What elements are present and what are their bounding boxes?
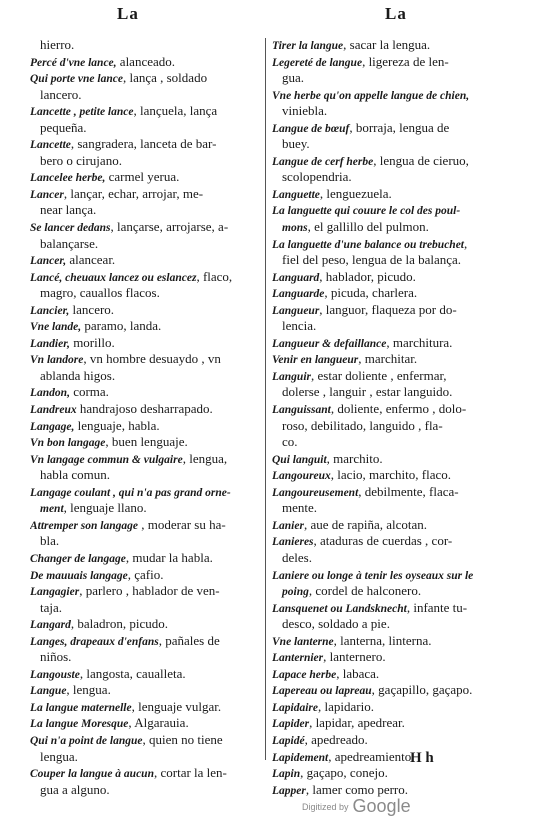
entry-line [272, 401, 494, 418]
french-headword: Lancier, [30, 304, 70, 317]
french-headword: Lapper [272, 784, 306, 797]
spanish-gloss: lencia. [282, 318, 317, 334]
entry-line [30, 765, 262, 782]
french-headword: Vn langage commun & vulgaire [30, 453, 183, 466]
signature-mark: H h [410, 750, 434, 766]
spanish-gloss: fiel del peso, lengua de la balança. [282, 252, 462, 268]
spanish-gloss: morillo. [69, 334, 115, 350]
entry-line [30, 120, 262, 137]
french-headword: Langage coulant , qui n'a pas grand orne- [30, 486, 231, 499]
french-headword: Langagier [30, 586, 80, 599]
french-headword: Lapace herbe [272, 668, 337, 681]
spanish-gloss: , lançar, echar, arrojar, me- [63, 185, 204, 201]
entry-line [30, 37, 262, 54]
french-headword: Lanternier [272, 652, 324, 665]
entry-line [30, 418, 262, 435]
entry-line [272, 583, 494, 600]
spanish-gloss: , lengua de cieruo, [373, 152, 469, 168]
entry-line [30, 782, 262, 799]
spanish-gloss: , labaca. [336, 665, 380, 681]
entry-line [30, 633, 262, 650]
entry-line [272, 37, 494, 54]
french-headword: Lancer [30, 188, 64, 201]
entry-line [272, 517, 494, 534]
french-headword: Attremper son langage [30, 519, 138, 532]
spanish-gloss: alanceado. [116, 53, 176, 69]
entry-line [30, 749, 262, 766]
french-headword: Vne herbe qu'on appelle langue de chien, [272, 89, 470, 102]
spanish-gloss: handrajoso desharrapado. [76, 401, 213, 417]
entry-line [30, 103, 262, 120]
entry-line [272, 384, 494, 401]
french-headword: Percé d'vne lance, [30, 56, 117, 69]
french-headword: Se lancer dedans [30, 222, 111, 235]
spanish-gloss: niños. [40, 649, 72, 665]
french-headword: Lapidement [272, 751, 329, 764]
entry-line [30, 202, 262, 219]
french-headword: Langue [30, 685, 67, 698]
french-headword: mons [282, 222, 308, 235]
entry-line [272, 616, 494, 633]
entry-line [272, 302, 494, 319]
entry-line [272, 153, 494, 170]
spanish-gloss: , lançuela, lança [133, 103, 218, 119]
spanish-gloss: , ligereza de len- [362, 53, 449, 69]
spanish-gloss: corma. [69, 384, 109, 400]
spanish-gloss: , aue de rapiña, alcotan. [303, 516, 428, 532]
entry-line [272, 136, 494, 153]
spanish-gloss: mente. [282, 500, 318, 516]
entry-line [30, 616, 262, 633]
right-running-head: La [385, 4, 407, 23]
spanish-gloss: alancear. [66, 252, 116, 268]
spanish-gloss: , moderar su ha- [137, 516, 226, 532]
entry-line [272, 732, 494, 749]
entry-line [272, 749, 494, 766]
entry-line [272, 252, 494, 269]
entry-line [30, 583, 262, 600]
spanish-gloss: , buen lenguaje. [105, 434, 188, 450]
spanish-gloss: , lengua, [182, 450, 228, 466]
french-headword: Langueur [272, 304, 320, 317]
french-headword: Couper la langue à aucun [30, 768, 154, 781]
entry-line [30, 252, 262, 269]
entry-line [272, 567, 494, 584]
french-headword: Lapin [272, 768, 301, 781]
left-running-head: La [117, 4, 139, 23]
spanish-gloss: co. [282, 434, 298, 450]
spanish-gloss: , sangradera, lanceta de bar- [70, 136, 217, 152]
left-entries [30, 37, 262, 798]
spanish-gloss: , apedreado. [304, 731, 368, 747]
french-headword: Langueur & defaillance [272, 337, 387, 350]
entry-line [30, 666, 262, 683]
french-headword: La languette d'une balance ou trebuchet [272, 238, 464, 251]
spanish-gloss: , infante tu- [406, 599, 468, 615]
entry-line [30, 384, 262, 401]
digitization-watermark [302, 796, 411, 817]
spanish-gloss: gua. [282, 70, 305, 86]
spanish-gloss: , borraja, lengua de [349, 119, 450, 135]
entry-line [30, 136, 262, 153]
entry-line [30, 550, 262, 567]
entry-line [30, 715, 262, 732]
french-headword: Lansquenet ou Landsknecht [272, 602, 407, 615]
spanish-gloss: deles. [282, 549, 312, 565]
french-headword: Languissant [272, 404, 331, 417]
entry-line [30, 54, 262, 71]
entry-line [272, 666, 494, 683]
entry-line [272, 103, 494, 120]
french-headword: poing [282, 586, 309, 599]
french-headword: Languette [272, 188, 320, 201]
spanish-gloss: carmel yerua. [105, 169, 180, 185]
entry-line [272, 451, 494, 468]
french-headword: Lancelee herbe, [30, 172, 106, 185]
entry-line [272, 219, 494, 236]
entry-line [30, 500, 262, 517]
entry-line [30, 467, 262, 484]
spanish-gloss: , lenguaje vulgar. [131, 698, 222, 714]
spanish-gloss: , lançarse, arrojarse, a- [110, 219, 229, 235]
spanish-gloss: , marchitura. [386, 334, 453, 350]
entry-line [272, 418, 494, 435]
spanish-gloss: , [464, 235, 468, 251]
french-headword: Langoureux [272, 470, 331, 483]
french-headword: La langue maternelle [30, 701, 132, 714]
entry-line [30, 153, 262, 170]
french-headword: Lancette , petite lance [30, 106, 134, 119]
spanish-gloss: , doliente, enfermo , dolo- [330, 401, 467, 417]
entry-line [30, 368, 262, 385]
french-headword: Languir [272, 370, 311, 383]
spanish-gloss: , cortar la len- [153, 765, 227, 781]
spanish-gloss: viniebla. [282, 103, 328, 119]
spanish-gloss: , marchitar. [358, 351, 418, 367]
french-headword: Landreux [30, 404, 77, 417]
french-headword: Tirer la langue [272, 40, 344, 52]
spanish-gloss: , lapidar, apedrear. [309, 715, 405, 731]
entry-line [272, 285, 494, 302]
spanish-gloss: ablanda higos. [40, 367, 116, 383]
french-headword: Vne lanterne [272, 635, 334, 648]
french-headword: Langue de cerf herbe [272, 155, 374, 168]
french-headword: Vn bon langage [30, 437, 106, 450]
entry-line [272, 70, 494, 87]
entry-line [30, 699, 262, 716]
spanish-gloss: balançarse. [40, 235, 99, 251]
spanish-gloss: , langosta, caualleta. [79, 665, 186, 681]
french-headword: Changer de langage [30, 552, 126, 565]
spanish-gloss: , apedreamiento. [328, 748, 415, 764]
entry-line [272, 236, 494, 253]
french-headword: De mauuais langage [30, 569, 128, 582]
french-headword: Languard [272, 271, 320, 284]
french-headword: La languette qui couure le col des poul- [272, 205, 461, 218]
spanish-gloss: , lanternero. [323, 649, 386, 665]
entry-line [30, 335, 262, 352]
french-headword: Venir en langueur [272, 354, 359, 367]
entry-line [30, 649, 262, 666]
entry-line [30, 682, 262, 699]
entry-line [272, 318, 494, 335]
french-headword: Laniere ou longe à tenir les oyseaux sur le [272, 569, 474, 582]
french-headword: Lancé, cheuaux lancez ou eslancez [30, 271, 197, 284]
entry-line [272, 120, 494, 137]
entry-line [30, 401, 262, 418]
french-headword: Landier, [30, 337, 70, 350]
spanish-gloss: , parlero , hablador de ven- [79, 583, 220, 599]
french-headword: Lapider [272, 718, 310, 731]
spanish-gloss: , sacar la lengua. [343, 37, 431, 52]
spanish-gloss: bla. [40, 533, 60, 549]
french-headword: Lapereau ou lapreau [272, 685, 372, 698]
french-headword: Lapidaire [272, 701, 318, 714]
spanish-gloss: pequeña. [40, 119, 87, 135]
french-headword: Lancer, [30, 255, 67, 268]
french-headword: Languarde [272, 288, 325, 301]
french-headword: Langoureusement [272, 486, 359, 499]
spanish-gloss: , çafio. [127, 566, 164, 582]
spanish-gloss: , hablador, picudo. [319, 268, 416, 284]
entry-line [272, 682, 494, 699]
watermark-brand: Google [352, 796, 411, 816]
spanish-gloss: buey. [282, 136, 310, 152]
french-headword: Qui languit [272, 453, 327, 466]
spanish-gloss: bero o cirujano. [40, 152, 122, 168]
entry-line [272, 533, 494, 550]
entry-line [272, 715, 494, 732]
entry-line [30, 87, 262, 104]
french-headword: Langes, drapeaux d'enfans [30, 635, 159, 648]
spanish-gloss: paramo, landa. [81, 318, 162, 334]
entry-line [30, 484, 262, 501]
spanish-gloss: , mudar la habla. [125, 549, 213, 565]
entry-line [272, 186, 494, 203]
entry-line [30, 434, 262, 451]
entry-line [30, 236, 262, 253]
entry-line [30, 451, 262, 468]
spanish-gloss: , languor, flaqueza por do- [319, 301, 457, 317]
french-headword: Langouste [30, 668, 80, 681]
column-divider [265, 38, 266, 760]
entry-line [272, 600, 494, 617]
spanish-gloss: , lenguaje llano. [63, 500, 147, 516]
entry-line [30, 269, 262, 286]
french-headword: Lapidé [272, 734, 305, 747]
entry-line [272, 550, 494, 567]
spanish-gloss: , vn hombre desuaydo , vn [83, 351, 221, 367]
spanish-gloss: desco, soldado a pie. [282, 616, 390, 632]
spanish-gloss: habla comun. [40, 467, 111, 483]
french-headword: Qui n'a point de langue [30, 734, 143, 747]
french-headword: Lanieres [272, 536, 314, 549]
spanish-gloss: , lengua. [66, 682, 111, 698]
entry-line [30, 169, 262, 186]
french-headword: Legereté de langue [272, 56, 363, 69]
french-headword: ment [40, 503, 64, 516]
entry-line [30, 533, 262, 550]
french-headword: Lancette [30, 139, 71, 152]
spanish-gloss: , pañales de [158, 632, 220, 648]
entry-line [30, 732, 262, 749]
spanish-gloss: , lamer como perro. [305, 781, 409, 797]
entry-line [272, 335, 494, 352]
spanish-gloss: lengua. [40, 748, 78, 764]
spanish-gloss: , marchito. [326, 450, 383, 466]
entry-line [272, 202, 494, 219]
entry-line [272, 368, 494, 385]
entry-line [30, 318, 262, 335]
spanish-gloss: , lenguezuela. [319, 185, 392, 201]
entry-line [272, 269, 494, 286]
spanish-gloss: , baladron, picudo. [70, 616, 169, 632]
spanish-gloss: , gaçapillo, gaçapo. [371, 682, 473, 698]
entry-line [30, 517, 262, 534]
spanish-gloss: , lacio, marchito, flaco. [330, 467, 451, 483]
french-headword: Lanier [272, 519, 304, 532]
entry-line [30, 351, 262, 368]
entry-line [30, 70, 262, 87]
spanish-gloss: , lança , soldado [122, 70, 208, 86]
french-headword: Langage, [30, 420, 75, 433]
french-headword: Langard [30, 619, 71, 632]
spanish-gloss: dolerse , languir , estar languido. [282, 384, 453, 400]
entry-line [272, 765, 494, 782]
entry-line [272, 633, 494, 650]
entry-line [30, 567, 262, 584]
french-headword: Qui porte vne lance [30, 73, 123, 86]
spanish-gloss: hierro. [40, 37, 75, 52]
spanish-gloss: , picuda, charlera. [324, 285, 418, 301]
french-headword: Vne lande, [30, 321, 82, 334]
french-headword: Landon, [30, 387, 70, 400]
french-headword: La langue Moresque [30, 718, 129, 731]
entry-line [272, 169, 494, 186]
spanish-gloss: taja. [40, 599, 63, 615]
spanish-gloss: , ataduras de cuerdas , cor- [313, 533, 453, 549]
entry-line [272, 351, 494, 368]
entry-line [272, 467, 494, 484]
spanish-gloss: , flaco, [196, 268, 233, 284]
entry-line [272, 500, 494, 517]
watermark-prefix: Digitized by [302, 802, 349, 813]
entry-line [30, 302, 262, 319]
french-headword: Vn landore [30, 354, 84, 367]
entry-line [272, 699, 494, 716]
spanish-gloss: near lança. [40, 202, 97, 218]
entry-line [272, 434, 494, 451]
spanish-gloss: , cordel de halconero. [308, 583, 422, 599]
spanish-gloss: lancero. [69, 301, 115, 317]
spanish-gloss: lenguaje, habla. [74, 417, 160, 433]
spanish-gloss: , lanterna, linterna. [333, 632, 432, 648]
french-headword: Langue de bœuf [272, 122, 350, 135]
entry-line [272, 54, 494, 71]
spanish-gloss: , quien no tiene [142, 731, 223, 747]
spanish-gloss: , lapidario. [318, 698, 374, 714]
entry-line [272, 484, 494, 501]
spanish-gloss: scolopendria. [282, 169, 352, 185]
spanish-gloss: lancero. [40, 86, 82, 102]
spanish-gloss: , el gallillo del pulmon. [307, 219, 429, 235]
right-entries [272, 37, 494, 798]
spanish-gloss: , Algarauia. [128, 715, 189, 731]
entry-line [30, 219, 262, 236]
spanish-gloss: magro, cauallos flacos. [40, 285, 160, 301]
spanish-gloss: , debilmente, flaca- [358, 483, 459, 499]
spanish-gloss: roso, debilitado, languido , fla- [282, 417, 443, 433]
entry-line [30, 600, 262, 617]
spanish-gloss: , gaçapo, conejo. [300, 765, 388, 781]
entry-line [272, 649, 494, 666]
spanish-gloss: , estar doliente , enfermar, [311, 367, 447, 383]
entry-line [272, 87, 494, 104]
entry-line [30, 186, 262, 203]
entry-line [30, 285, 262, 302]
spanish-gloss: gua a alguno. [40, 781, 110, 797]
